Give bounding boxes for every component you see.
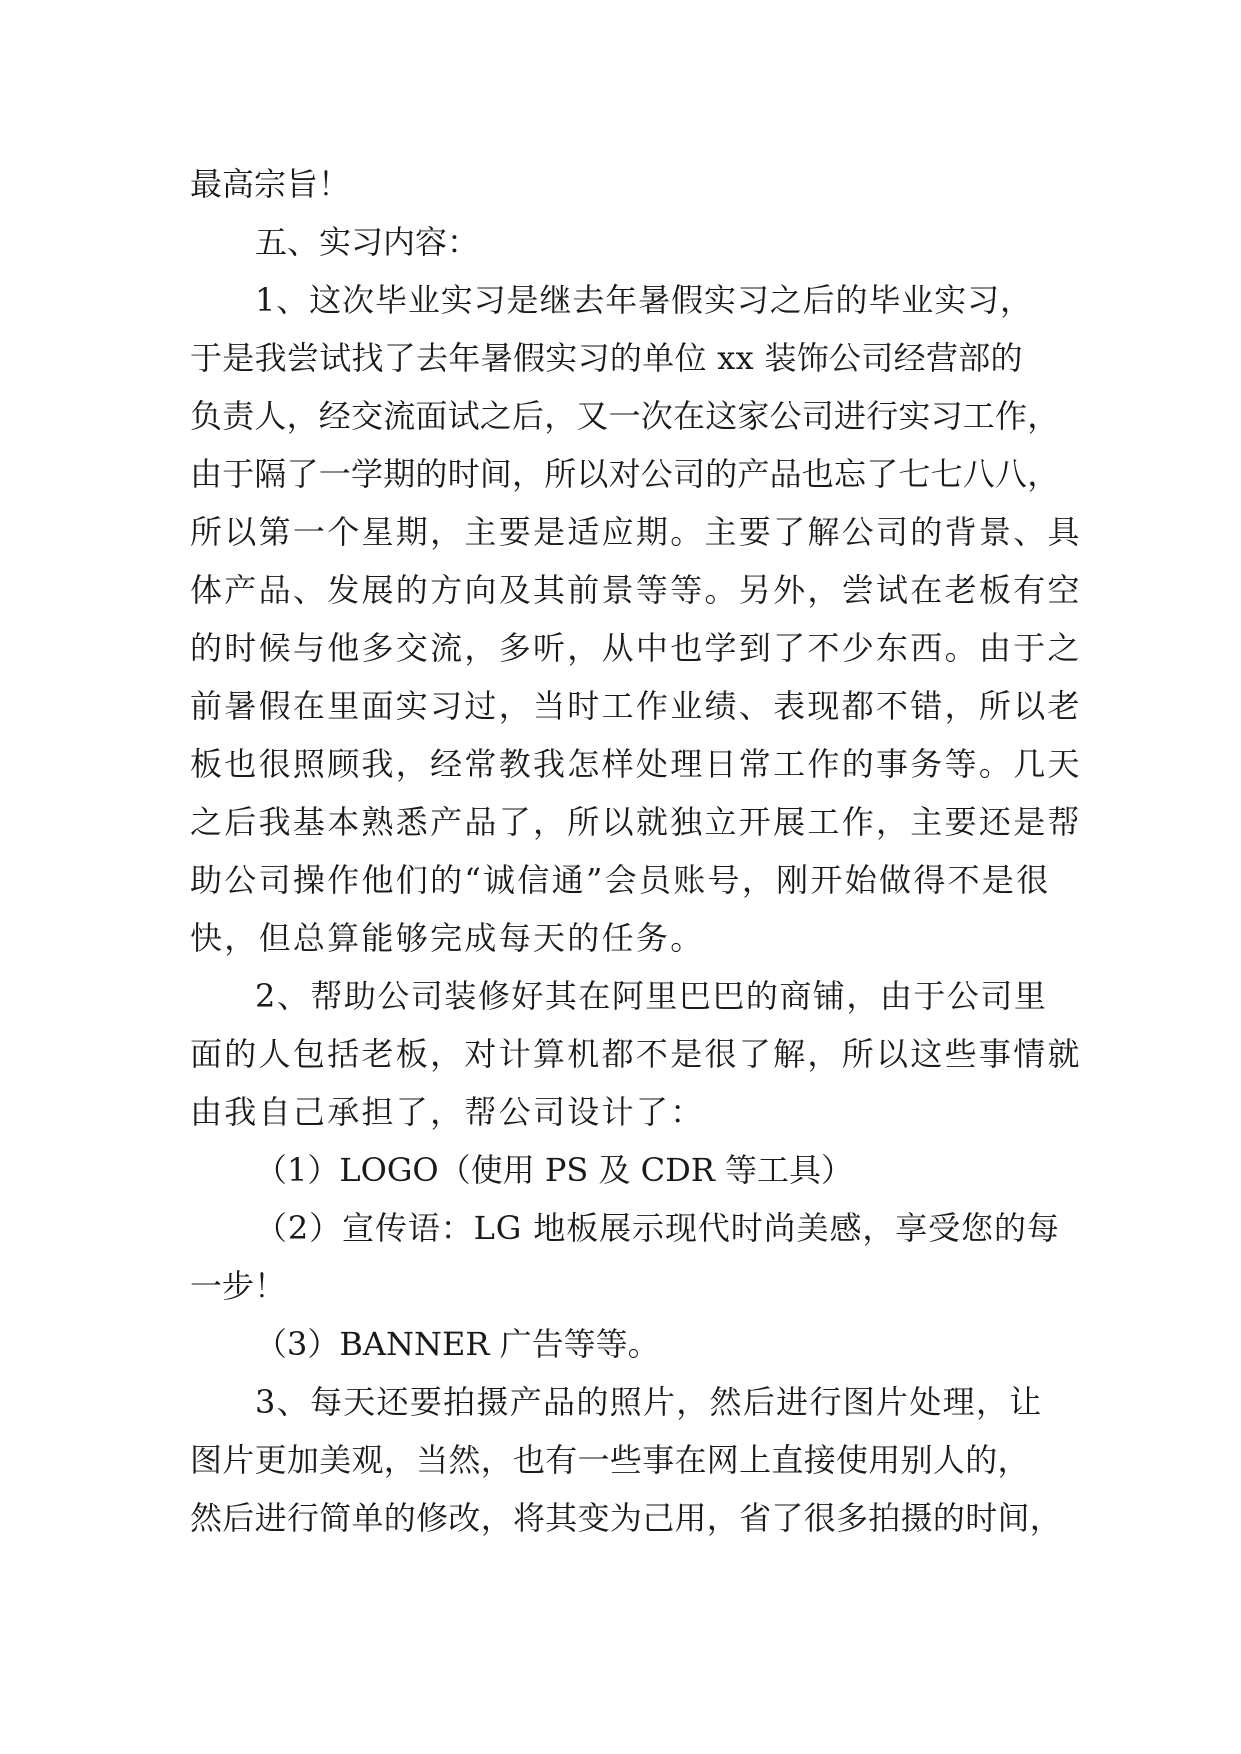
text-line: 2、帮助公司装修好其在阿里巴巴的商铺，由于公司里 [255, 977, 1048, 1015]
section-heading: 五、实习内容： [255, 223, 480, 261]
text-line: 负责人，经交流面试之后，又一次在这家公司进行实习工作， [190, 397, 1060, 435]
text-line: 图片更加美观，当然，也有一些事在网上直接使用别人的， [190, 1441, 1030, 1479]
text-line: 由我自己承担了，帮公司设计了： [190, 1093, 705, 1131]
text-line: 板也很照顾我，经常教我怎样处理日常工作的事务等。几天 [190, 745, 1082, 783]
text-line: 于是我尝试找了去年暑假实习的单位 xx 装饰公司经营部的 [190, 339, 1023, 377]
text-line: 所以第一个星期，主要是适应期。主要了解公司的背景、具 [190, 513, 1082, 551]
text-line: 最高宗旨！ [190, 165, 351, 203]
text-line: 的时候与他多交流，多听，从中也学到了不少东西。由于之 [190, 629, 1082, 667]
text-line: 由于隔了一学期的时间，所以对公司的产品也忘了七七八八， [190, 455, 1060, 493]
text-line: 面的人包括老板，对计算机都不是很了解，所以这些事情就 [190, 1035, 1082, 1073]
text-line: 3、每天还要拍摄产品的照片，然后进行图片处理，让 [255, 1383, 1043, 1421]
list-item: （3）BANNER 广告等等。 [255, 1325, 660, 1363]
text-line: 之后我基本熟悉产品了，所以就独立开展工作，主要还是帮 [190, 803, 1082, 841]
text-line: 助公司操作他们的“诚信通”会员账号，刚开始做得不是很 [190, 861, 1051, 899]
text-line: 1、这次毕业实习是继去年暑假实习之后的毕业实习， [255, 281, 1033, 319]
list-item: （2）宣传语：LG 地板展示现代时尚美感，享受您的每 [255, 1209, 1060, 1247]
list-item: （1）LOGO（使用 PS 及 CDR 等工具） [255, 1151, 854, 1189]
text-line: 一步！ [190, 1267, 287, 1305]
text-line: 然后进行简单的修改，将其变为己用，省了很多拍摄的时间， [190, 1499, 1063, 1537]
text-line: 快，但总算能够完成每天的任务。 [190, 919, 705, 957]
text-line: 前暑假在里面实习过，当时工作业绩、表现都不错，所以老 [190, 687, 1082, 725]
text-line: 体产品、发展的方向及其前景等等。另外，尝试在老板有空 [190, 571, 1082, 609]
